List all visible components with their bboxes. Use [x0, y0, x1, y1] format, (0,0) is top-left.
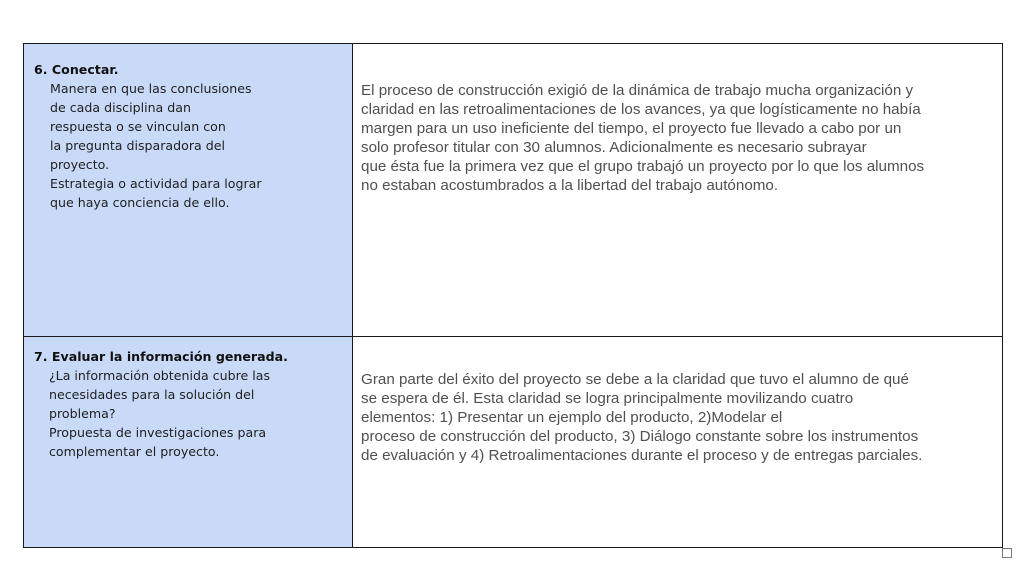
answer-text-evaluar: Gran parte del éxito del proyecto se debe a la claridad que tuvo el alumno de qué se espera de él. Esta claridad se logra principalmente movilizando cuatro elementos: 1) Presentar un ejemplo del producto, 2)Modelar el proceso de construcción del producto, 3) Diálogo constante sobre los instrumentos de evaluación y 4) Retroalimentaciones durante el proceso y de entregas parciales.	[361, 371, 923, 464]
section-description-evaluar: ¿La información obtenida cubre las necesidades para la solución del problema? Propuesta de investigaciones para complementar el proyecto.	[49, 368, 271, 459]
label-cell-conectar	[24, 44, 353, 337]
label-cell-evaluar	[24, 337, 353, 547]
rubric-table	[23, 43, 1003, 548]
answer-cell-evaluar[interactable]	[353, 337, 1002, 547]
section-description-conectar: Manera en que las conclusiones de cada disciplina dan respuesta o se vinculan con la pregunta disparadora del proyecto. Estrategia o actividad para lograr que haya conciencia de ello.	[50, 81, 262, 210]
answer-text-conectar: El proceso de construcción exigió de la dinámica de trabajo mucha organización y claridad en las retroalimentaciones de los avances, ya que logísticamente no había margen para un uso ineficiente del tiempo, el proyecto fue llevado a cabo por un solo profesor titular con 30 alumnos. Adicionalmente es necesario subrayar que ésta fue la primera vez que el grupo trabajó un proyecto por lo que los alumnos no estaban acostumbrados a la libertad del trabajo autónomo.	[361, 82, 925, 194]
answer-cell-conectar[interactable]	[353, 44, 1002, 337]
section-heading-conectar: 6. Conectar.	[34, 62, 119, 77]
table-resize-handle[interactable]	[1002, 548, 1012, 558]
section-heading-evaluar: 7. Evaluar la información generada.	[34, 349, 288, 364]
